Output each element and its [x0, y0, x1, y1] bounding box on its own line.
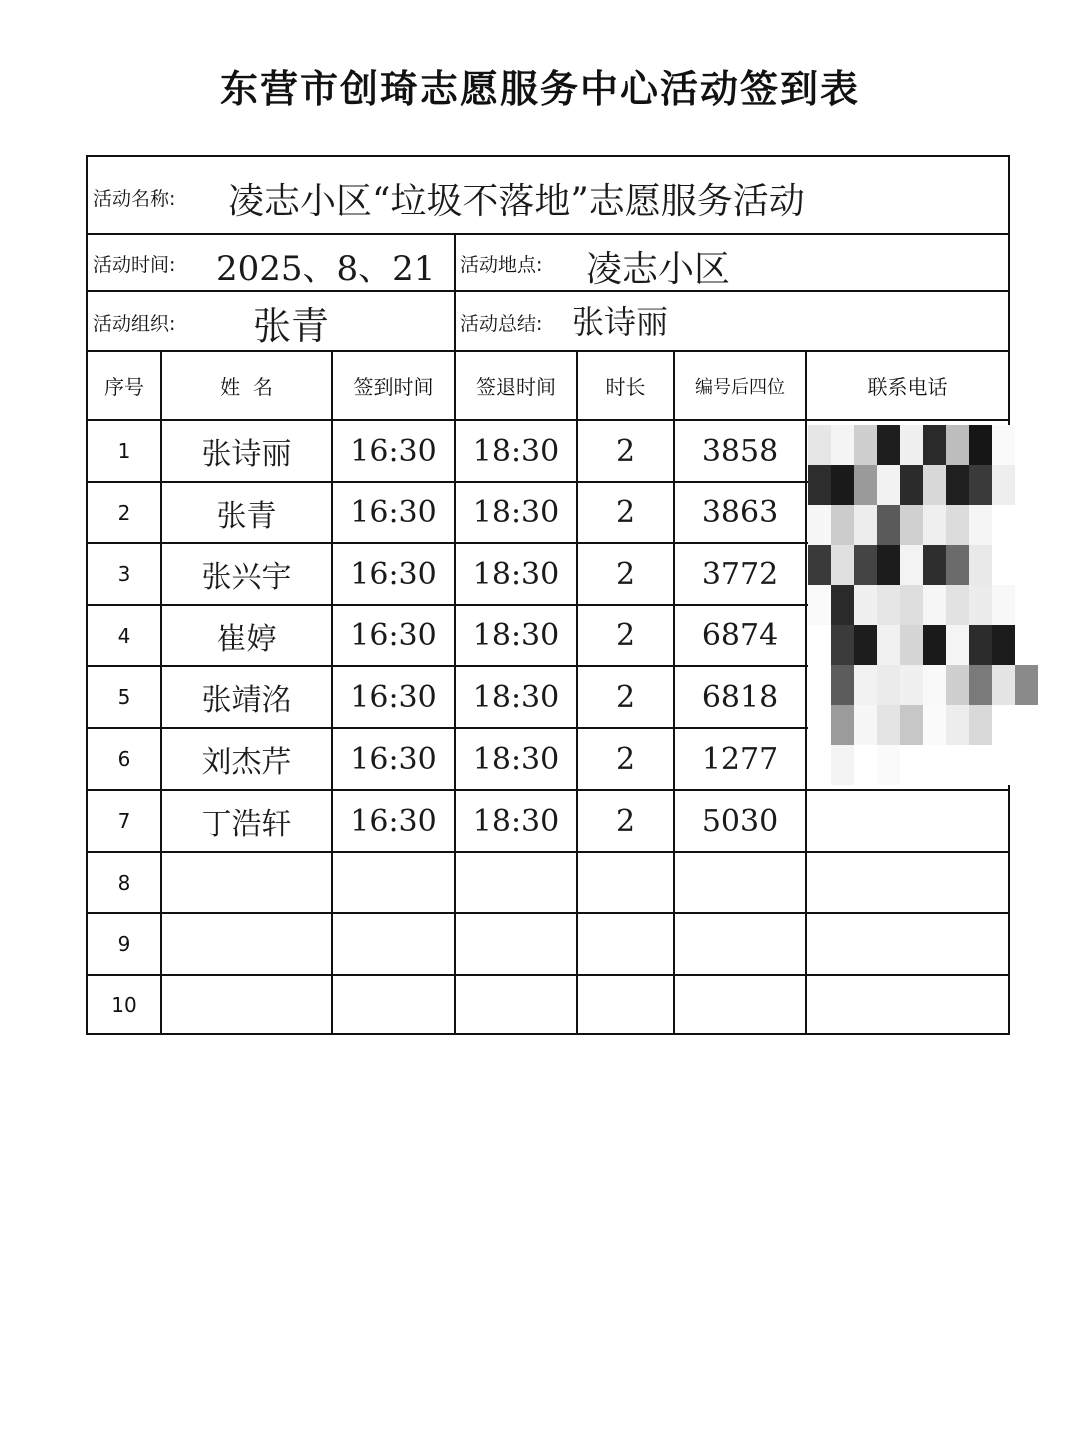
row-duration: 2 [615, 618, 636, 653]
row-checkin-time: 16:30 [350, 741, 437, 777]
row-name: 张诗丽 [201, 437, 292, 472]
activity-name-label: 活动名称: [93, 188, 176, 210]
row-id-last-four: 6874 [701, 618, 779, 653]
row-checkout-time: 18:30 [472, 433, 560, 469]
activity-organizer-value: 张青 [253, 304, 330, 348]
row-id-last-four: 1277 [701, 741, 779, 777]
row-name [162, 976, 331, 1033]
row-index: 8 [117, 870, 131, 895]
row-checkin-time [333, 853, 454, 912]
row-duration: 2 [615, 433, 636, 469]
row-name: 丁浩轩 [201, 807, 292, 842]
row-index: 5 [117, 685, 131, 709]
row-checkout-time: 18:30 [472, 618, 560, 653]
row-name: 张青 [216, 498, 277, 534]
header-duration: 时长 [605, 375, 646, 399]
row-checkout-time: 18:30 [472, 556, 560, 592]
row-checkin-time: 16:30 [350, 618, 437, 653]
row-checkin-time [333, 976, 454, 1033]
activity-time-label: 活动时间: [93, 254, 176, 276]
row-checkout-time [456, 853, 576, 912]
row-duration: 2 [615, 803, 636, 839]
row-checkin-time: 16:30 [350, 679, 437, 715]
row-checkout-time: 18:30 [472, 803, 560, 839]
row-id-last-four: 3772 [701, 556, 779, 592]
row-index: 1 [117, 439, 131, 463]
row-checkout-time: 18:30 [472, 495, 560, 530]
row-name [162, 914, 331, 974]
sign-in-sheet [86, 155, 1010, 1035]
row-name: 张靖洺 [201, 683, 292, 718]
row-duration: 2 [615, 741, 636, 777]
row-checkin-time: 16:30 [350, 803, 437, 839]
row-id-last-four: 3863 [701, 495, 779, 530]
row-duration: 2 [615, 556, 636, 592]
row-id-last-four [675, 914, 805, 974]
row-name: 张兴宇 [201, 560, 292, 595]
header-checkin-time: 签到时间 [353, 375, 434, 399]
activity-time-value: 2025、8、21 [216, 249, 436, 289]
activity-summary-value: 张诗丽 [572, 303, 669, 341]
row-index: 2 [117, 500, 131, 525]
activity-place-value: 凌志小区 [586, 249, 731, 290]
header-phone: 联系电话 [867, 375, 948, 399]
row-index: 3 [117, 562, 131, 586]
activity-summary-label: 活动总结: [460, 313, 543, 335]
row-id-last-four: 3858 [701, 433, 779, 469]
row-index: 7 [117, 809, 131, 833]
divider [88, 233, 1008, 235]
row-duration: 2 [615, 679, 636, 715]
row-checkin-time: 16:30 [350, 495, 437, 530]
header-checkout-time: 签退时间 [476, 375, 556, 399]
row-checkout-time: 18:30 [472, 679, 560, 715]
row-index: 9 [117, 932, 131, 956]
row-duration [578, 976, 673, 1033]
row-checkout-time: 18:30 [472, 741, 560, 777]
row-checkout-time [456, 914, 576, 974]
row-index: 4 [117, 623, 131, 648]
row-phone [807, 914, 1008, 974]
row-duration [578, 914, 673, 974]
row-checkin-time: 16:30 [350, 433, 437, 469]
activity-place-label: 活动地点: [460, 254, 543, 276]
row-id-last-four [675, 976, 805, 1033]
row-name [162, 853, 331, 912]
row-index: 6 [117, 747, 131, 771]
row-phone [807, 976, 1008, 1033]
privacy-mosaic [808, 425, 1038, 865]
sheet-title: 东营市创琦志愿服务中心活动签到表 [219, 67, 860, 111]
row-index: 10 [111, 992, 137, 1017]
row-checkin-time: 16:30 [350, 556, 437, 592]
activity-organizer-label: 活动组织: [93, 313, 176, 335]
row-id-last-four: 6818 [701, 679, 779, 715]
divider [88, 290, 1008, 292]
header-id-last-four: 编号后四位 [695, 376, 785, 398]
row-checkin-time [333, 914, 454, 974]
row-duration: 2 [615, 495, 636, 530]
divider [454, 233, 456, 350]
row-id-last-four [675, 853, 805, 912]
row-name: 崔婷 [216, 621, 277, 657]
row-id-last-four: 5030 [701, 803, 779, 839]
activity-name-value: 凌志小区“垃圾不落地”志愿服务活动 [228, 181, 805, 222]
header-name: 姓 名 [220, 375, 273, 399]
row-name: 刘杰芹 [201, 745, 292, 780]
header-index: 序号 [104, 375, 144, 399]
row-duration [578, 853, 673, 912]
row-checkout-time [456, 976, 576, 1033]
